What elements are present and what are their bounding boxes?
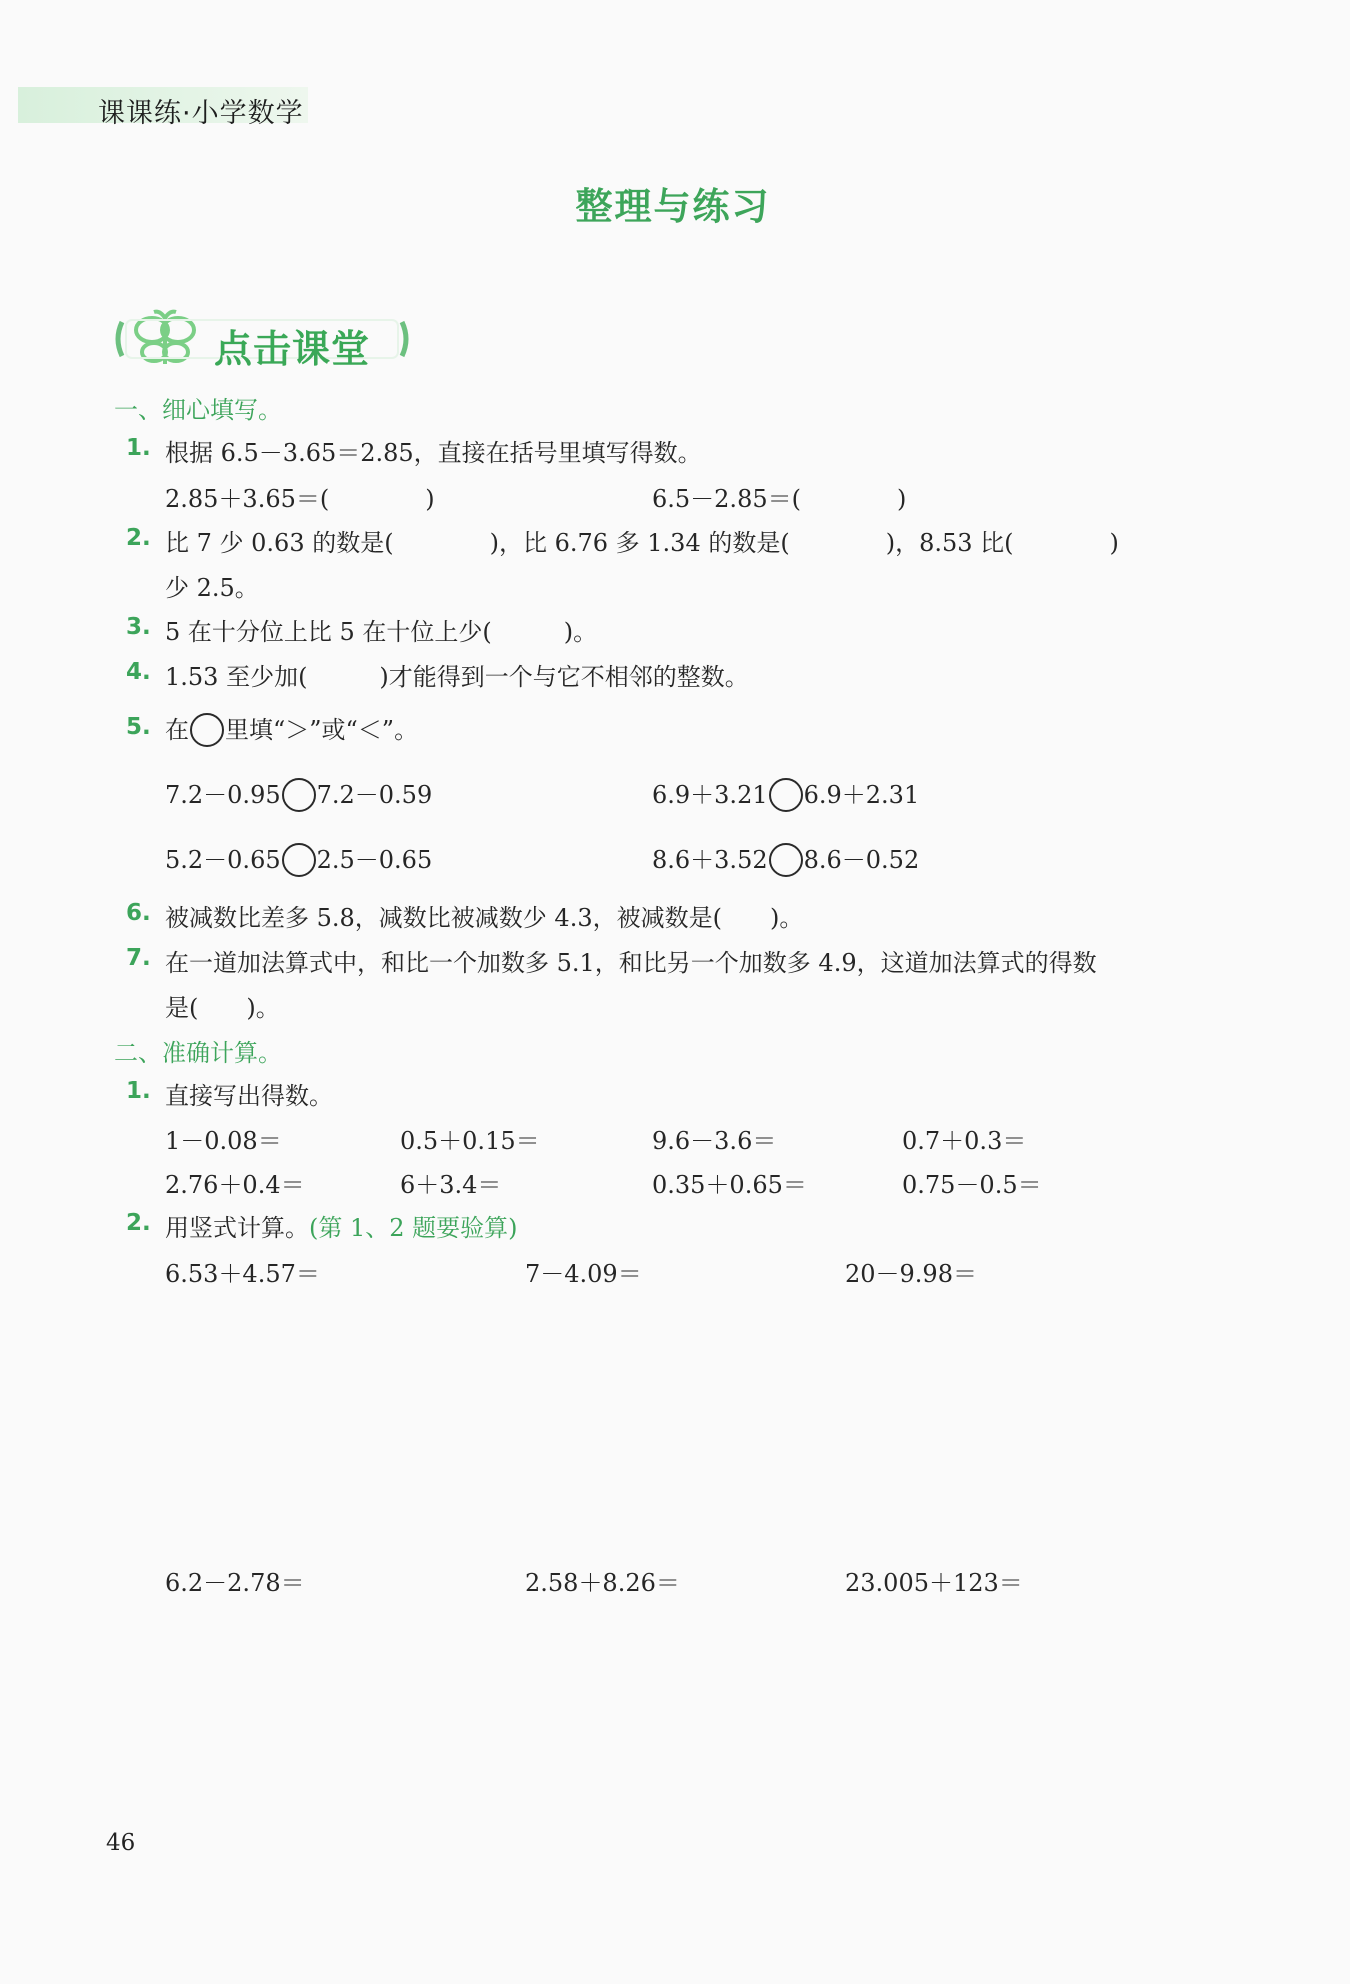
compare-circle-icon[interactable] [282,843,316,877]
vertical-calc-item: 7－4.09＝ [525,1260,642,1288]
series-label: 课课练·小学数学 [98,98,304,129]
compare-circle-icon[interactable] [769,843,803,877]
mental-calc-item: 0.75－0.5＝ [902,1171,1042,1199]
compare-item [165,840,432,879]
question-text: 1.53 至少加( )才能得到一个与它不相邻的整数。 [165,663,749,691]
question-number: 1. [126,1078,151,1104]
compare-right: 6.9＋2.31 [803,781,920,809]
question-number: 3. [126,614,151,640]
vertical-calc-item: 23.005＋123＝ [845,1569,1023,1597]
compare-circle-icon[interactable] [769,778,803,812]
compare-left: 6.9＋3.21 [652,781,768,809]
question-number: 7. [126,945,151,971]
text-post: 里填“＞”或“＜”。 [225,716,419,744]
vertical-calc-item: 2.58＋8.26＝ [525,1569,680,1597]
compare-item [652,840,919,879]
question-number: 1. [126,435,151,461]
vertical-calc-item: 6.2－2.78＝ [165,1569,305,1597]
compare-item [165,775,432,814]
question-number: 4. [126,659,151,685]
fill-item: 2.85＋3.65＝( ) [165,485,435,513]
mental-calc-item: 2.76＋0.4＝ [165,1171,305,1199]
page-title-text: 整理与练习 [575,185,771,228]
question-note: (第 1、2 题要验算) [309,1214,518,1242]
vertical-calc-item: 20－9.98＝ [845,1260,977,1288]
compare-item [652,775,919,814]
question-text: 在一道加法算式中，和比一个加数多 5.1，和比另一个加数多 4.9，这道加法算式的得数 [165,949,1097,977]
question-text: 5 在十分位上比 5 在十位上少( )。 [165,618,598,646]
mental-calc-item: 0.35＋0.65＝ [652,1171,807,1199]
banner-label: 点击课堂 [214,327,371,371]
vertical-calc-item: 6.53＋4.57＝ [165,1260,320,1288]
compare-right: 7.2－0.59 [316,781,433,809]
question-number: 6. [126,900,151,926]
question-number: 2. [126,1210,151,1236]
question-text: 比 7 少 0.63 的数是( )，比 6.76 多 1.34 的数是( )，8.53 比( ) [165,529,1119,557]
question-text-continued: 是( )。 [165,994,280,1022]
compare-right: 8.6－0.52 [803,846,920,874]
compare-left: 8.6＋3.52 [652,846,768,874]
compare-left: 7.2－0.95 [165,781,281,809]
question-text: 直接写出得数。 [165,1082,333,1110]
mental-calc-item: 6＋3.4＝ [400,1171,502,1199]
question-text [165,710,418,749]
question-text: 被减数比差多 5.8，减数比被减数少 4.3，被减数是( )。 [165,904,804,932]
section-heading-calc: 二、准确计算。 [114,1039,282,1067]
page-number: 46 [106,1830,136,1856]
question-text [165,1208,518,1243]
question-text-continued: 少 2.5。 [165,574,259,602]
page-title [0,176,1350,230]
question-text: 根据 6.5－3.65＝2.85，直接在括号里填写得数。 [165,439,702,467]
mental-calc-item: 1－0.08＝ [165,1127,282,1155]
question-number: 5. [126,714,151,740]
fill-item: 6.5－2.85＝( ) [652,485,907,513]
compare-right: 2.5－0.65 [316,846,433,874]
mental-calc-item: 0.7＋0.3＝ [902,1127,1027,1155]
circle-blank-icon [190,713,224,747]
mental-calc-item: 9.6－3.6＝ [652,1127,777,1155]
question-number: 2. [126,525,151,551]
mental-calc-item: 0.5＋0.15＝ [400,1127,540,1155]
section-heading-fill: 一、细心填写。 [114,396,282,424]
question-text-main: 用竖式计算。 [165,1214,309,1242]
text-pre: 在 [165,716,189,744]
compare-left: 5.2－0.65 [165,846,281,874]
compare-circle-icon[interactable] [282,778,316,812]
